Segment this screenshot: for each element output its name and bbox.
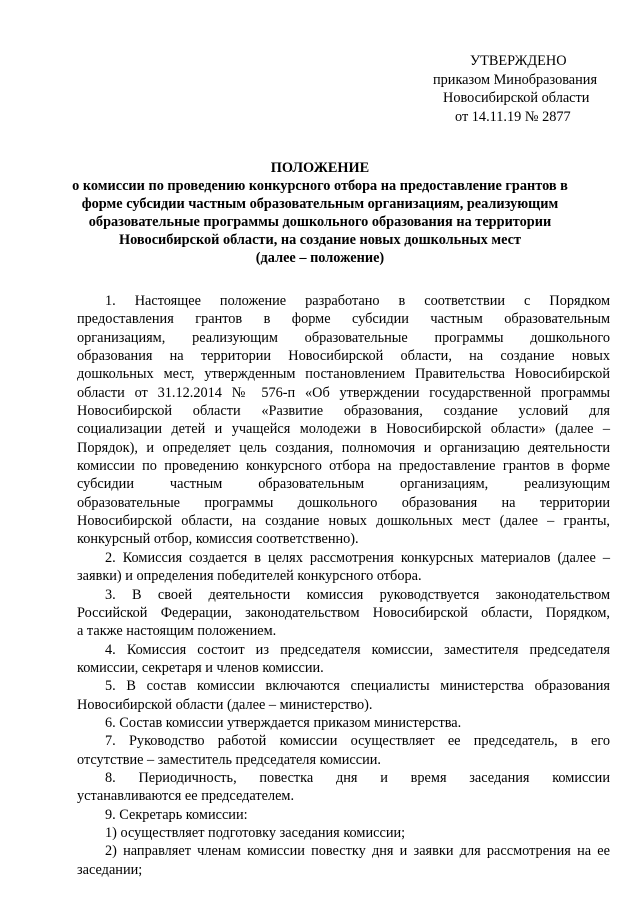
title-line: (далее – положение): [255, 250, 385, 266]
title-line: Новосибирской области, на создание новых дошкольных мест: [119, 232, 521, 248]
paragraph: [77, 714, 610, 732]
paragraph-line: заседании;: [77, 861, 143, 878]
paragraph-line: Российской Федерации, законодательством Новосибирской области, Порядком,: [77, 604, 610, 621]
paragraph: [77, 732, 610, 769]
paragraph-line: 2. Комиссия создается в целях рассмотрения конкурсных материалов (далее –: [105, 549, 610, 566]
paragraph: [77, 824, 610, 842]
approval-line: Новосибирской области: [443, 90, 590, 106]
paragraph-line: дошкольных мест, утвержденным постановлением Правительства Новосибирской: [77, 366, 610, 383]
paragraph: [77, 549, 610, 586]
paragraph-line: области от 31.12.2014 № 576-п «Об утверждении государственной программы: [77, 384, 610, 401]
paragraph: [77, 769, 610, 806]
paragraph-line: организациям, реализующим образовательные программы дошкольного: [77, 329, 610, 346]
paragraph-line: заявки) и определения победителей конкурсного отбора.: [77, 568, 422, 585]
approval-line: от 14.11.19 № 2877: [455, 108, 571, 125]
paragraph-line: Новосибирской области, на создание новых дошкольных мест (далее – гранты,: [77, 513, 610, 530]
paragraph-line: предоставления грантов в форме субсидии частным образовательным: [77, 311, 610, 328]
paragraph-line: а также настоящим положением.: [77, 623, 277, 640]
paragraph-line: комиссии, секретаря и членов комиссии.: [77, 659, 324, 676]
paragraph-line: 1) осуществляет подготовку заседания комиссии;: [105, 824, 406, 841]
paragraph: [77, 292, 610, 549]
paragraph-line: образовательные программы дошкольного образования на территории: [77, 494, 610, 511]
paragraph-line: 7. Руководство работой комиссии осуществляет ее председатель, в его: [105, 733, 610, 750]
title-line: ПОЛОЖЕНИЕ: [270, 160, 370, 176]
paragraph-line: 9. Секретарь комиссии:: [105, 806, 248, 823]
paragraph-line: устанавливаются ее председателем.: [77, 788, 295, 805]
title-line: форме субсидии частным образовательным организациям, реализующим: [81, 196, 559, 212]
approval-stamp: [400, 52, 640, 126]
paragraph-line: комиссии по проведению конкурсного отбора на предоставление грантов в форме: [77, 458, 610, 475]
paragraph: [77, 806, 610, 824]
paragraph: [77, 677, 610, 714]
title-line: о комиссии по проведению конкурсного отбора на предоставление грантов в: [72, 178, 568, 194]
paragraph: [77, 586, 610, 641]
document-title: [60, 159, 580, 267]
paragraph-line: 1. Настоящее положение разработано в соответствии с Порядком: [105, 293, 610, 309]
title-line: образовательные программы дошкольного образования на территории: [88, 214, 552, 230]
paragraph-line: Порядок), и определяет цель создания, полномочия и организацию деятельности: [77, 439, 610, 456]
paragraph-line: 8. Периодичность, повестка дня и время заседания комиссии: [105, 769, 610, 786]
approval-line: приказом Минобразования: [433, 71, 598, 88]
paragraph-line: конкурсный отбор, комиссия соответственно).: [77, 531, 359, 548]
paragraph-line: социализации детей и учащейся молодежи в Новосибирской области» (далее –: [77, 421, 610, 438]
paragraph-line: Новосибирской области (далее – министерство).: [77, 696, 373, 713]
paragraph-line: образования на территории Новосибирской области, на создание новых: [77, 348, 610, 365]
paragraph-line: 3. В своей деятельности комиссия руководствуется законодательством: [105, 586, 610, 603]
paragraph-line: отсутствие – заместитель председателя комиссии.: [77, 751, 381, 768]
paragraph-line: субсидии частным образовательным организациям, реализующим: [77, 476, 610, 493]
paragraph: [77, 641, 610, 678]
document-body: [77, 292, 610, 879]
paragraph-line: 6. Состав комиссии утверждается приказом министерства.: [105, 714, 462, 731]
paragraph-line: 5. В состав комиссии включаются специалисты министерства образования: [105, 678, 610, 695]
paragraph-line: 2) направляет членам комиссии повестку дня и заявки для рассмотрения на ее: [105, 843, 610, 860]
paragraph-line: Новосибирской области «Развитие образования, создание условий для: [77, 403, 610, 420]
paragraph: [77, 842, 610, 879]
approval-line: УТВЕРЖДЕНО: [470, 53, 567, 69]
paragraph-line: 4. Комиссия состоит из председателя комиссии, заместителя председателя: [105, 641, 610, 658]
